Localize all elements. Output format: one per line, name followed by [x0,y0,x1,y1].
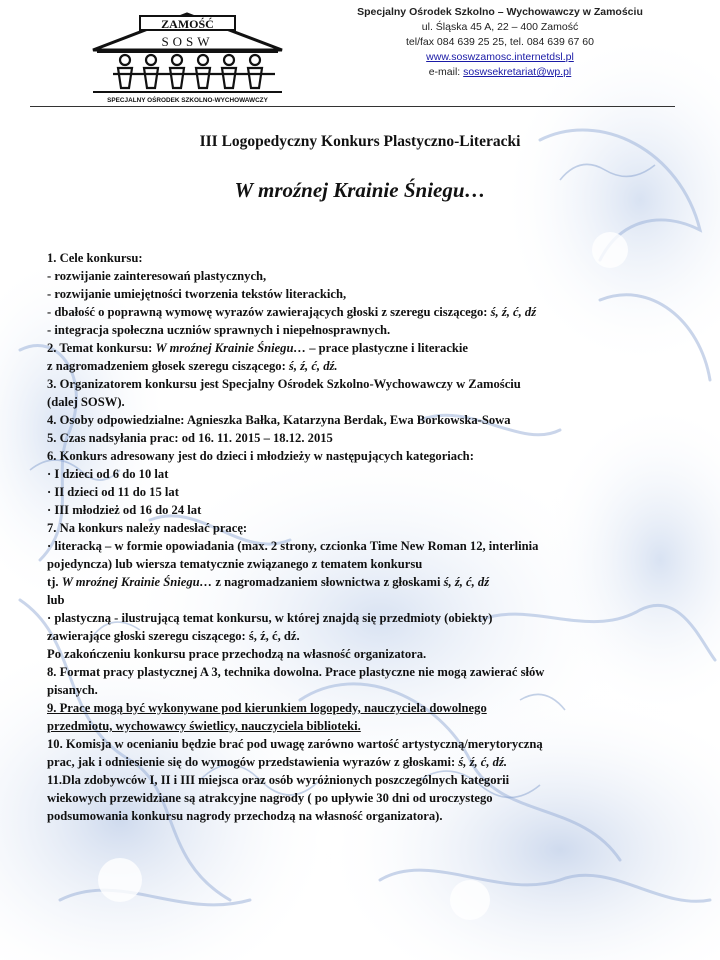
logo-abbr-text: SOSW [161,34,214,49]
rule-line: · I dzieci od 6 do 10 lat [47,467,169,481]
rule-line [47,357,687,375]
email-link[interactable]: soswsekretariat@wp.pl [463,66,572,78]
rule-line: przedmiotu, wychowawcy świetlicy, nauczyciela biblioteki. [47,719,361,733]
rule-line: 11.Dla zdobywców I, II i III miejsca oraz osób wyróżnionych poszczególnych kategorii [47,773,510,787]
school-logo [85,6,290,106]
sounds-italic: ś, ź, ć, dź [490,305,537,319]
rule-text: prac, jak i odniesienie się do wymogów przedstawienia wyrazów z głoskami: [47,755,459,769]
rule-line [47,303,687,321]
header-contact [330,5,670,80]
rule-line [47,573,687,591]
rule-line: Po zakończeniu konkursu prace przechodzą na własność organizatora. [47,647,427,661]
theme-italic: W mroźnej Krainie Śniegu… [155,341,307,355]
rule-text: – prace plastyczne i literackie [306,341,469,355]
rule-text: tj. [47,575,62,589]
rule-text: z nagromadzaniem słownictwa z głoskami [212,575,444,589]
rule-text: z nagromadzeniem głosek szeregu ciszącego: [47,359,289,373]
rule-line: 6. Konkurs adresowany jest do dzieci i młodzieży w następujących kategoriach: [47,449,474,463]
logo-name-text: ZAMOŚĆ [161,17,214,31]
rule-line: 5. Czas nadsyłania prac: od 16. 11. 2015 – 18.12. 2015 [47,431,333,445]
rule-line: pisanych. [47,683,98,697]
rule-line: 10. Komisja w ocenianiu będzie brać pod uwagę zarówno wartość artystyczną/merytoryczną [47,737,543,751]
rule-line: pojedyncza) lub wiersza tematycznie związanego z tematem konkursu [47,557,423,571]
header-org: Specjalny Ośrodek Szkolno – Wychowawczy w Zamościu [357,6,643,18]
theme-italic: W mroźnej Krainie Śniegu… [61,575,213,589]
rule-line: 8. Format pracy plastycznej A 3, technika dowolna. Prace plastyczne nie mogą zawierać słów [47,665,545,679]
rule-text: - dbałość o poprawną wymowę wyrazów zawierających głoski z szeregu ciszącego: [47,305,491,319]
rule-line: · II dzieci od 11 do 15 lat [47,485,179,499]
email-label: e-mail: [428,66,461,78]
rule-line: 4. Osoby odpowiedzialne: Agnieszka Bałka, Katarzyna Berdak, Ewa Borkowska-Sowa [47,413,511,427]
rule-line [47,339,687,357]
rule-line: podsumowania konkursu nagrody przechodzą na własność organizatora). [47,809,443,823]
rule-line: - integracja społeczna uczniów sprawnych i niepełnosprawnych. [47,323,391,337]
header-address: ul. Śląska 45 A, 22 – 400 Zamość [421,21,579,33]
rule-line: - rozwijanie umiejętności tworzenia tekstów literackich, [47,287,347,301]
header-divider [30,106,675,107]
rule-line: · III młodzież od 16 do 24 lat [47,503,202,517]
rule-text: 2. Temat konkursu: [47,341,156,355]
rule-line: (dalej SOSW). [47,395,125,409]
logo-figures-icon [113,55,275,88]
rule-line: lub [47,593,65,607]
rule-line: · literacką – w formie opowiadania (max. 2 strony, czcionka Time New Roman 12, interlinia [47,539,539,553]
rule-line: 3. Organizatorem konkursu jest Specjalny Ośrodek Szkolno-Wychowawczy w Zamościu [47,377,521,391]
page-title: III Logopedyczny Konkurs Plastyczno-Literacki [199,133,521,150]
website-link[interactable]: www.soswzamosc.internetdsl.pl [426,51,574,63]
rule-line: - rozwijanie zainteresowań plastycznych, [47,269,267,283]
rule-line: wiekowych przewidziane są atrakcyjne nagrody ( po upływie 30 dni od uroczystego [47,791,493,805]
rule-line [47,753,687,771]
sounds-italic: ś, ź, ć, dź [443,575,490,589]
header-phone: tel/fax 084 639 25 25, tel. 084 639 67 60 [406,36,594,48]
rule-line: · plastyczną - ilustrującą temat konkursu, w której znajdą się przedmioty (obiekty) [47,611,493,625]
sounds-italic: ś, ź, ć, dź. [288,359,338,373]
rule-line: 1. Cele konkursu: [47,251,143,265]
rule-line: zawierające głoski szeregu ciszącego: ś, ź, ć, dź. [47,629,300,643]
page-subtitle: W mroźnej Krainie Śniegu… [234,178,486,202]
rule-line: 7. Na konkurs należy nadesłać pracę: [47,521,248,535]
logo-caption-text: SPECJALNY OŚRODEK SZKOLNO-WYCHOWAWCZY [107,97,268,104]
sounds-italic: ś, ź, ć, dź. [458,755,508,769]
rule-line: 9. Prace mogą być wykonywane pod kierunkiem logopedy, nauczyciela dowolnego [47,701,487,715]
contest-rules [47,249,687,825]
